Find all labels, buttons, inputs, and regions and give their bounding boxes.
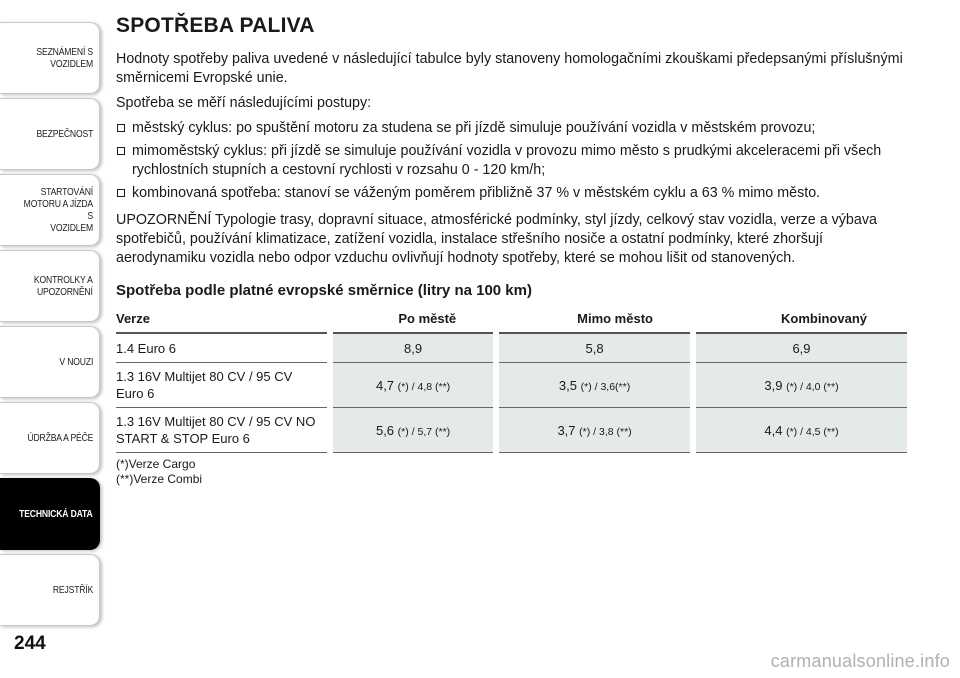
value-main: 3,7 [557, 422, 576, 438]
list-item: městský cyklus: po spuštění motoru za studena se při jízdě simuluje používání vozidla v městském provozu; [116, 119, 911, 138]
intro-paragraph: Hodnoty spotřeby paliva uvedené v následující tabulce byly stanoveny homologačními zkouškami předepsanými příslušnými směrnicemi Evropské unie. [116, 51, 903, 86]
value-main: 3,5 [558, 377, 577, 393]
tab-label: KONTROLKY A UPOZORNĚNÍ [34, 274, 93, 298]
page-content [116, 14, 911, 487]
value-main: 3,9 [764, 377, 783, 393]
table-row [116, 408, 907, 453]
tab-kontrolky[interactable] [0, 250, 100, 322]
tab-udrzba[interactable] [0, 402, 100, 474]
city-value [330, 333, 496, 363]
table-row [116, 363, 907, 408]
value-sub: (*) / 5,7 (**) [397, 425, 451, 438]
list-item: kombinovaná spotřeba: stanoví se váženým poměrem přibližně 37 % v městském cyklu a 63 % mimo město. [116, 184, 911, 203]
value-main: 5,6 [375, 422, 395, 438]
tab-label: ÚDRŽBA A PÉČE [27, 432, 93, 444]
warning-paragraph: UPOZORNĚNÍ Typologie trasy, dopravní situace, atmosférické podmínky, styl jízdy, celkový stav vozidla, verze a výbava spotřebičů, používání klimatizace, zatížení vozidla, instalace střešního nosiče a ostatní podmínky, které zhoršují aerodynamiku vozidla nebo odpor vzduchu ovlivňují hodnoty spotřeby, které se mohou lišit od stanovených. [116, 212, 877, 266]
tab-label: REJSTŘÍK [52, 584, 93, 596]
version-name: 1.3 16V Multijet 80 CV / 95 CV NO START & STOP Euro 6 [116, 408, 330, 453]
tab-label: STARTOVÁNÍ MOTORU A JÍZDA S VOZIDLEM [23, 186, 93, 234]
table-header-row [116, 307, 907, 333]
extra-value [496, 408, 693, 453]
header-extra: Mimo město [496, 307, 693, 333]
combined-value [693, 363, 907, 408]
value-main: 8,9 [404, 340, 423, 356]
value-sub: (*) / 4,8 (**) [397, 380, 451, 393]
value-sub: (*) / 3,8 (**) [579, 425, 632, 438]
value-main: 4,4 [764, 422, 783, 438]
value-main: 6,9 [792, 340, 811, 356]
value-sub: (*) / 4,0 (**) [786, 380, 839, 393]
page-title: SPOTŘEBA PALIVA [116, 14, 315, 37]
table-footnotes [116, 457, 911, 487]
version-name: 1.3 16V Multijet 80 CV / 95 CV Euro 6 [116, 363, 330, 408]
value-main: 5,8 [585, 340, 604, 356]
footnote: (**)Verze Combi [116, 472, 203, 486]
watermark: carmanualsonline.info [770, 651, 950, 671]
header-city: Po městě [330, 307, 496, 333]
tab-seznameni[interactable] [0, 22, 100, 94]
value-sub: (*) / 4,5 (**) [786, 425, 839, 438]
footnote: (*)Verze Cargo [116, 457, 196, 471]
tab-label: SEZNÁMENÍ S VOZIDLEM [36, 46, 93, 70]
version-name: 1.4 Euro 6 [116, 333, 330, 363]
chapter-tabs [0, 22, 100, 630]
extra-value [496, 333, 693, 363]
value-sub: (*) / 3,6(**) [580, 380, 631, 393]
method-list [116, 119, 911, 203]
header-combined: Kombinovaný [693, 307, 907, 333]
header-verze: Verze [116, 307, 330, 333]
tab-label: V NOUZI [59, 356, 93, 368]
city-value [330, 408, 496, 453]
method-intro: Spotřeba se měří následujícími postupy: [116, 95, 372, 111]
combined-value [693, 408, 907, 453]
tab-startovani[interactable] [0, 174, 100, 246]
city-value [330, 363, 496, 408]
table-title: Spotřeba podle platné evropské směrnice (litry na 100 km) [116, 282, 532, 299]
page-number: 244 [14, 633, 46, 654]
tab-v-nouzi[interactable] [0, 326, 100, 398]
extra-value [496, 363, 693, 408]
tab-technicka-data[interactable] [0, 478, 100, 550]
consumption-table [116, 307, 907, 453]
tab-label: TECHNICKÁ DATA [19, 508, 93, 520]
tab-label: BEZPEČNOST [36, 128, 93, 140]
list-item: mimoměstský cyklus: při jízdě se simuluje používání vozidla v provozu mimo město s prudkými akceleracemi při všech rychlostních stupních a cestovní rychlosti v rozsahu 0 - 120 km/h; [116, 142, 911, 180]
table-row [116, 333, 907, 363]
combined-value [693, 333, 907, 363]
tab-rejstrik[interactable] [0, 554, 100, 626]
value-main: 4,7 [375, 377, 395, 393]
tab-bezpecnost[interactable] [0, 98, 100, 170]
